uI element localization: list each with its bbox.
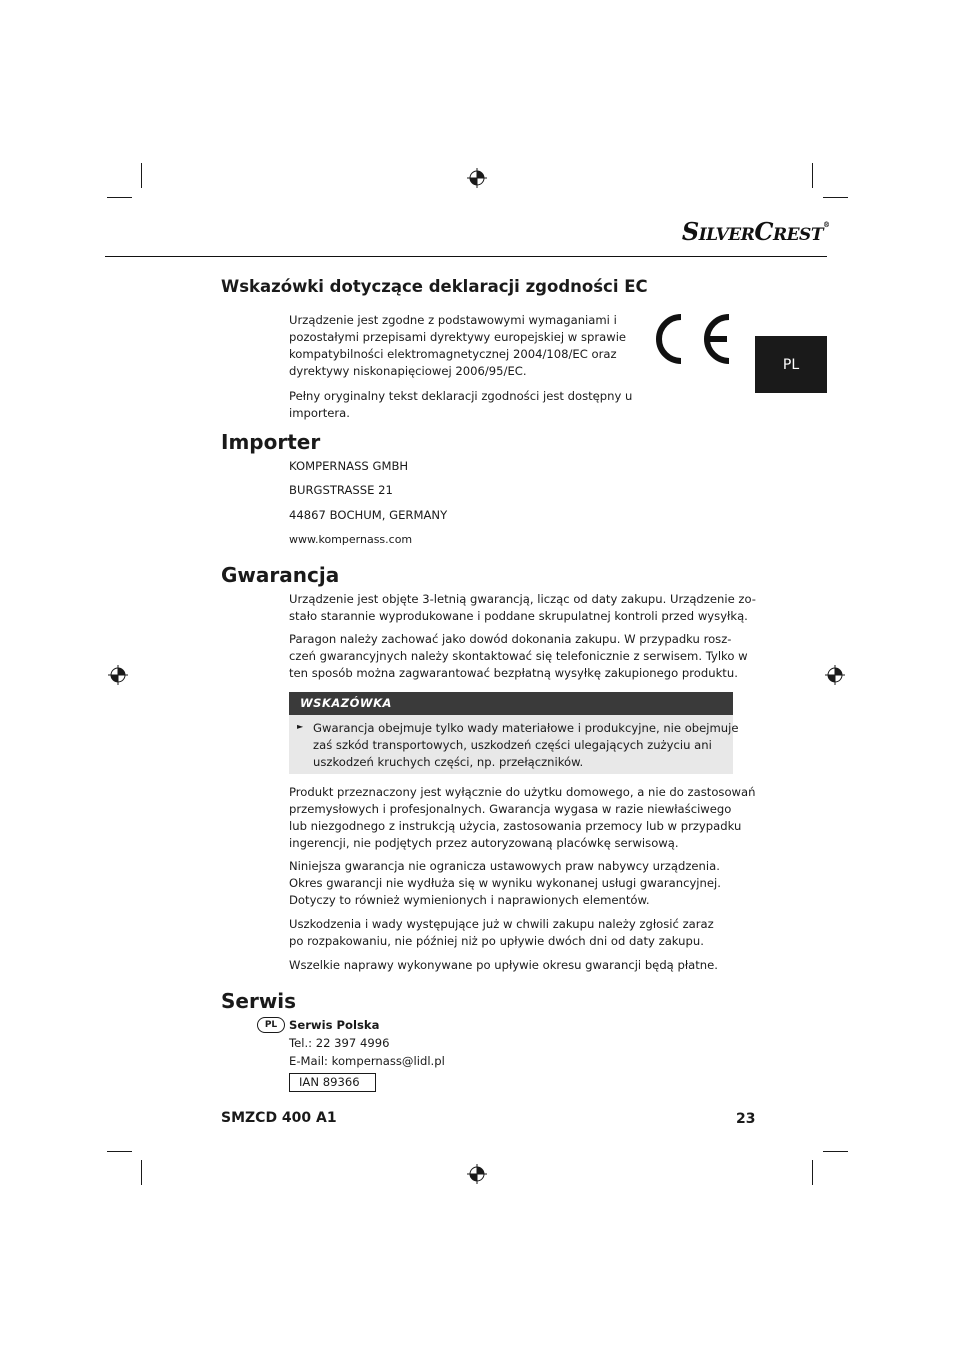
text-line: Uszkodzenia i wady występujące już w chwili zakupu należy zgłosić zaraz [289,917,714,931]
language-tab: PL [755,336,827,393]
text-line: Okres gwarancji nie wydłuża się w wyniku wykonanej usługi gwarancyjnej. [289,876,721,890]
note-header [289,692,733,715]
trademark-symbol: ® [823,220,830,229]
text-line: kompatybilności elektromagnetycznej 2004/108/EC oraz [289,347,617,361]
warranty-heading: Gwarancja [221,563,340,587]
crop-mark [823,197,848,198]
ian-box [289,1073,376,1092]
text-line: uszkodzeń kruchych części, np. przełączników. [313,755,584,769]
page-number: 23 [736,1111,756,1127]
importer-website: www.kompernass.com [289,533,413,546]
text-line: pozostałymi przepisami dyrektywy europejskiej w sprawie [289,330,627,344]
importer-company: KOMPERNASS GMBH [289,459,409,473]
crop-mark [823,1151,848,1152]
registration-mark-icon [825,665,845,685]
text-line: ten sposób można zagwarantować bezpłatną wysyłkę zakupionego produktu. [289,666,738,680]
registration-mark-icon [467,1164,487,1184]
crop-mark [812,1160,813,1185]
text-line: Paragon należy zachować jako dowód dokonania zakupu. W przypadku rosz- [289,632,732,646]
warranty-paragraph-6: Wszelkie naprawy wykonywane po upływie okresu gwarancji będą płatne. [289,958,718,972]
importer-heading: Importer [221,430,321,454]
note-text [313,720,739,771]
text-line: dyrektywy niskonapięciowej 2006/95/EC. [289,364,527,378]
text-line: po rozpakowaniu, nie później niż po upływie dwóch dni od daty zakupu. [289,934,704,948]
warranty-paragraph-5 [289,916,714,950]
text-line: zaś szkód transportowych, uszkodzeń części ulegających zużyciu ani [313,738,712,752]
service-email: E-Mail: kompernass@lidl.pl [289,1054,445,1068]
brand-logo [680,217,830,251]
crop-mark [141,163,142,188]
service-heading: Serwis [221,989,297,1013]
importer-city: 44867 BOCHUM, GERMANY [289,508,448,522]
text-line: czeń gwarancyjnych należy skontaktować się telefonicznie z serwisem. Tylko w [289,649,748,663]
country-badge: PL [257,1017,285,1033]
warranty-paragraph-4 [289,858,721,909]
text-line: ingerencji, nie podjętych przez autoryzowaną placówkę serwisową. [289,836,679,850]
ec-heading: Wskazówki dotyczące deklaracji zgodności EC [221,277,648,296]
crop-mark [141,1160,142,1185]
text-line: Pełny oryginalny tekst deklaracji zgodności jest dostępny u [289,389,633,403]
ec-paragraph [289,312,626,380]
crop-mark [812,163,813,188]
crop-mark [107,1151,132,1152]
ce-mark-icon [655,313,733,365]
registration-mark-icon [467,168,487,188]
ec-paragraph-2 [289,388,632,422]
ian-number: IAN 89366 [299,1075,360,1089]
warranty-paragraph-2 [289,631,748,682]
importer-street: BURGSTRASSE 21 [289,483,393,497]
text-line: Dotyczy to również wymienionych i naprawionych elementów. [289,893,650,907]
header-rule [105,256,827,257]
text-line: Niniejsza gwarancja nie ogranicza ustawowych praw nabywcy urządzenia. [289,859,720,873]
service-name: Serwis Polska [289,1018,380,1032]
bullet-arrow-icon: ► [297,722,304,731]
service-phone: Tel.: 22 397 4996 [289,1036,390,1050]
text-line: przemysłowych i profesjonalnych. Gwarancja wygasa w razie niewłaściwego [289,802,732,816]
footer-model: SMZCD 400 A1 [221,1110,337,1126]
text-line: Gwarancja obejmuje tylko wady materiałowe i produkcyjne, nie obejmuje [313,721,739,735]
warranty-paragraph-1 [289,591,756,625]
warranty-paragraph-3 [289,784,756,852]
crop-mark [107,197,132,198]
text-line: Produkt przeznaczony jest wyłącznie do użytku domowego, a nie do zastosowań [289,785,756,799]
brand-logo-text: SilverCrest [681,217,823,246]
text-line: lub niezgodnego z instrukcją użycia, zastosowania przemocy lub w przypadku [289,819,742,833]
note-title: WSKAZÓWKA [300,696,392,710]
registration-mark-icon [108,665,128,685]
text-line: Urządzenie jest objęte 3-letnią gwarancją, licząc od daty zakupu. Urządzenie zo- [289,592,756,606]
text-line: importera. [289,406,350,420]
text-line: stało starannie wyprodukowane i poddane skrupulatnej kontroli przed wysyłką. [289,609,748,623]
text-line: Urządzenie jest zgodne z podstawowymi wymaganiami i [289,313,617,327]
